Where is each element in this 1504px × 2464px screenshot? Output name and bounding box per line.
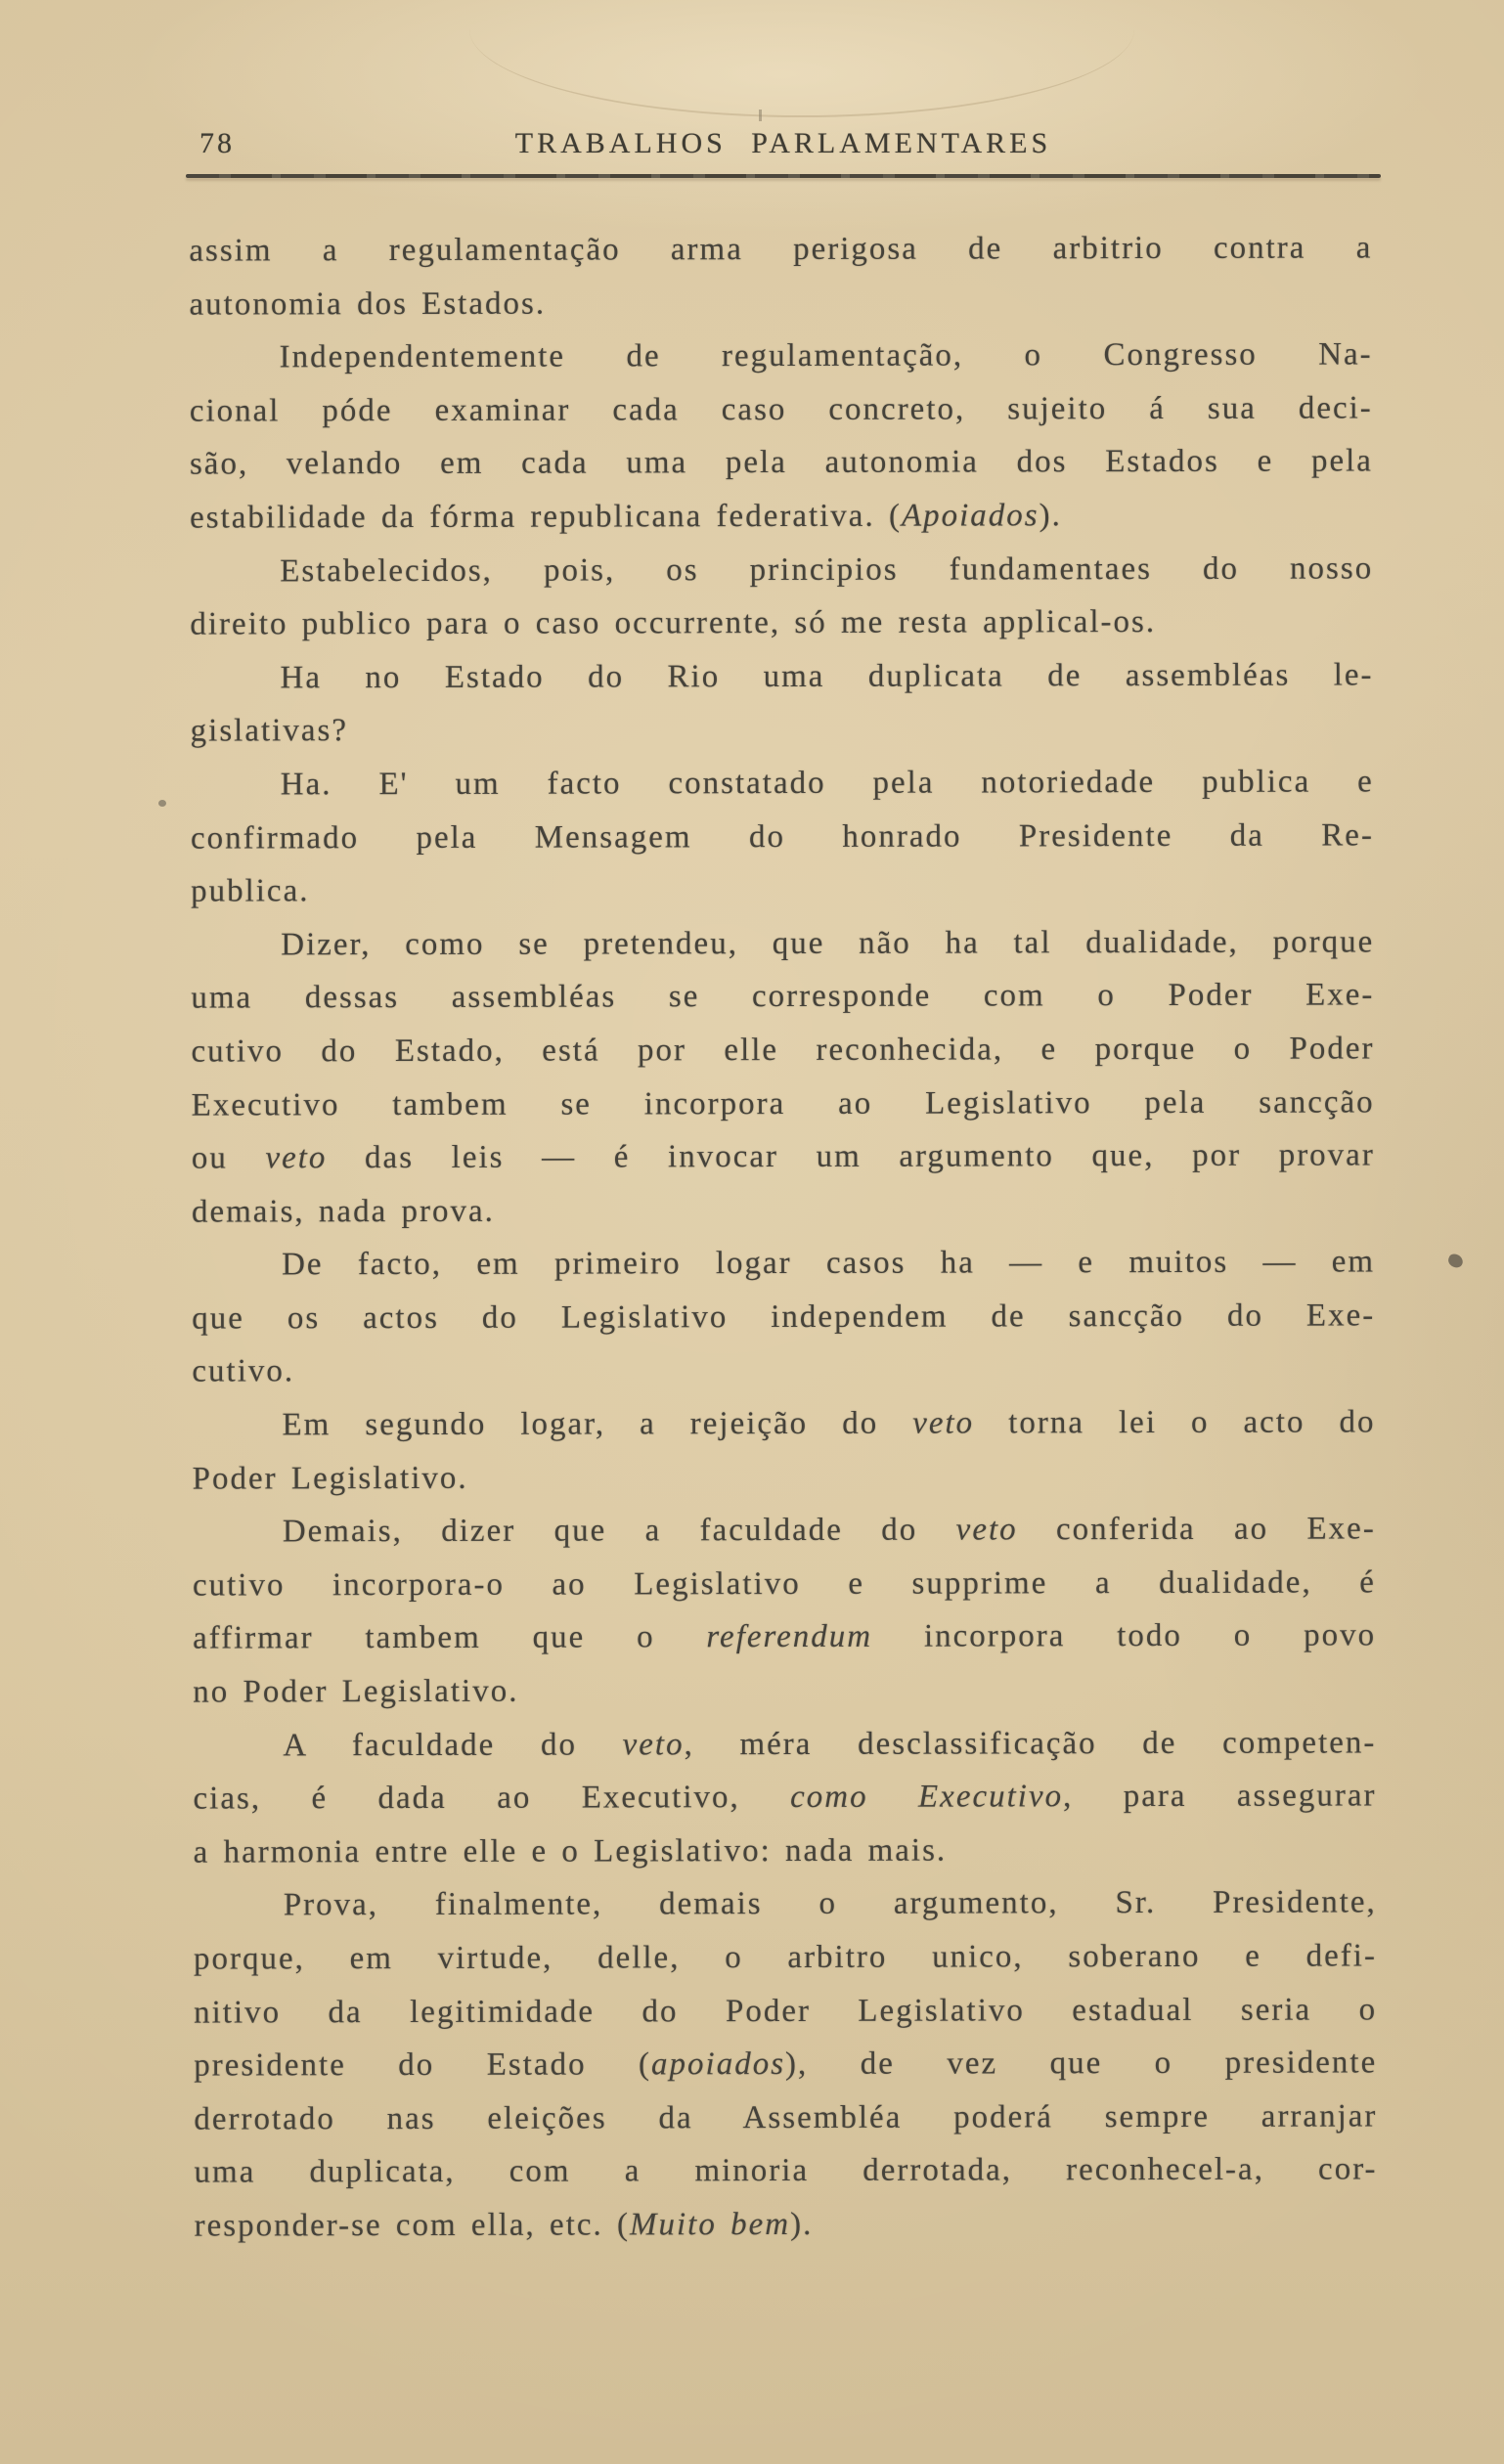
roman-text: Em segundo logar, a rejeição do [282,1405,913,1443]
roman-text: conferida ao Exe- [1017,1511,1376,1548]
italic-text: veto [622,1726,685,1763]
roman-text: cutivo incorpora-o ao Legislativo e supprime a dualidade, é [192,1564,1376,1604]
italic-text: veto [912,1405,975,1441]
text-line [189,221,1372,278]
text-line [195,2196,1378,2253]
text-line [191,969,1374,1026]
roman-text: assim a regulamentação arma perigosa de arbitrio contra a [189,230,1373,269]
ink-speck [1446,1253,1465,1269]
text-line [193,1770,1376,1826]
italic-text: Muito bem [629,2206,791,2243]
roman-text: no Poder Legislativo. [193,1673,519,1710]
roman-text: Ha no Estado do Rio uma duplicata de assembléas le- [280,657,1374,696]
text-line [192,1395,1375,1452]
text-line [190,488,1373,545]
paper-crease [469,0,1134,117]
roman-text: derrotado nas eleições da Assembléa poderá sempre arranjar [194,2098,1378,2137]
roman-text: incorpora todo o povo [872,1617,1377,1655]
roman-text: Poder Legislativo. [192,1460,468,1497]
roman-text: das leis — é invocar um argumento que, por provar [327,1137,1375,1176]
text-line [193,1609,1376,1666]
text-line [191,862,1374,919]
roman-text: cional póde examinar cada caso concreto, sujeito á sua deci- [189,390,1373,429]
ink-speck [759,110,762,121]
roman-text: responder-se com ella, etc. ( [194,2207,631,2244]
roman-text: ou [191,1140,266,1176]
text-line [190,648,1373,705]
roman-text: Demais, dizer que a faculdade do [282,1512,956,1550]
roman-text: Independentemente de regulamentação, o Congresso Na- [279,336,1373,375]
roman-text: ). [790,2206,814,2242]
text-line [193,1716,1376,1773]
text-line [191,915,1374,972]
ink-speck [158,800,166,807]
roman-text: , para assegurar [1063,1778,1377,1815]
text-line [194,1823,1377,1879]
roman-text: cias, é dada ao Executivo, [193,1780,791,1817]
text-line [190,542,1373,598]
text-line [193,1662,1376,1719]
roman-text: que os actos do Legislativo independem de sancção do Exe- [192,1298,1376,1337]
italic-text: referendum [706,1619,873,1655]
roman-text: direito publico para o caso occurrente, só me resta applical-os. [190,604,1157,642]
roman-text: Ha. E' um facto constatado pela notoriedade publica e [280,764,1374,803]
italic-text: veto [265,1140,328,1176]
text-line [193,1449,1376,1506]
roman-text: nitivo da legitimidade do Poder Legislativo estadual seria o [194,1992,1378,2031]
text-line [192,1076,1375,1132]
header-rule [186,174,1381,178]
running-title: TRABALHOS PARLAMENTARES [514,127,1052,159]
roman-text: a harmonia entre elle e o Legislativo: nada mais. [193,1832,948,1870]
roman-text: , méra desclassificação de competen- [684,1725,1377,1762]
roman-text: Executivo tambem se incorpora ao Legislativo pela sancção [191,1083,1375,1123]
roman-text: confirmado pela Mensagem do honrado Presidente da Re- [190,816,1374,857]
roman-text: porque, em virtude, delle, o arbitro unico, soberano e defi- [193,1938,1377,1977]
text-line [194,2090,1377,2146]
text-line [190,435,1373,492]
italic-text: apoiados [650,2046,786,2083]
roman-text: publica. [191,873,310,909]
italic-text: Apoiados [901,498,1040,534]
text-line [193,1503,1376,1560]
roman-text: uma duplicata, com a minoria derrotada, reconhecel-a, cor- [194,2151,1378,2190]
text-line [192,1342,1375,1399]
text-line [191,702,1374,759]
text-line [192,1182,1375,1239]
text-line [192,1129,1375,1186]
text-line [190,381,1373,438]
roman-text: De facto, em primeiro logar casos ha — e muitos — em [282,1244,1376,1283]
roman-text: gislativas? [190,713,349,749]
text-line [194,1876,1377,1933]
text-line [192,1236,1375,1293]
text-line [192,1289,1375,1345]
roman-text: ). [1039,498,1062,534]
text-line [191,1022,1374,1078]
roman-text: cutivo do Estado, está por elle reconhecida, e porque o Poder [191,1031,1375,1070]
roman-text: Dizer, como se pretendeu, que não ha tal dualidade, porque [281,924,1375,963]
text-line [194,1929,1377,1986]
text-line [194,1983,1377,2040]
roman-text: affirmar tambem que o [193,1619,707,1657]
text-line [189,275,1372,331]
roman-text: cutivo. [192,1353,295,1390]
roman-text: Estabelecidos, pois, os principios fundamentaes do nosso [280,550,1374,589]
roman-text: estabilidade da fórma republicana federativa. ( [190,498,902,536]
page-number: 78 [199,127,235,159]
roman-text: torna lei o acto do [974,1404,1376,1441]
text-line [190,329,1373,385]
italic-text: como Executivo [790,1779,1064,1816]
roman-text: Prova, finalmente, demais o argumento, Sr. Presidente, [283,1884,1377,1923]
roman-text: ), de vez que o presidente [784,2045,1378,2083]
roman-text: autonomia dos Estados. [189,286,547,323]
roman-text: presidente do Estado ( [194,2046,652,2084]
roman-text: A faculdade do [283,1727,623,1763]
text-line [190,595,1373,652]
page-header [192,125,1375,168]
italic-text: veto [955,1512,1018,1548]
roman-text: demais, nada prova. [191,1193,495,1230]
roman-text: uma dessas assembléas se corresponde com o Poder Exe- [191,977,1375,1016]
body-text [189,221,1377,2253]
text-line [193,1556,1376,1612]
text-line [191,755,1374,812]
roman-text: são, velando em cada uma pela autonomia dos Estados e pela [189,443,1373,482]
text-line [194,2037,1377,2093]
text-line [191,809,1374,865]
text-line [194,2143,1377,2200]
